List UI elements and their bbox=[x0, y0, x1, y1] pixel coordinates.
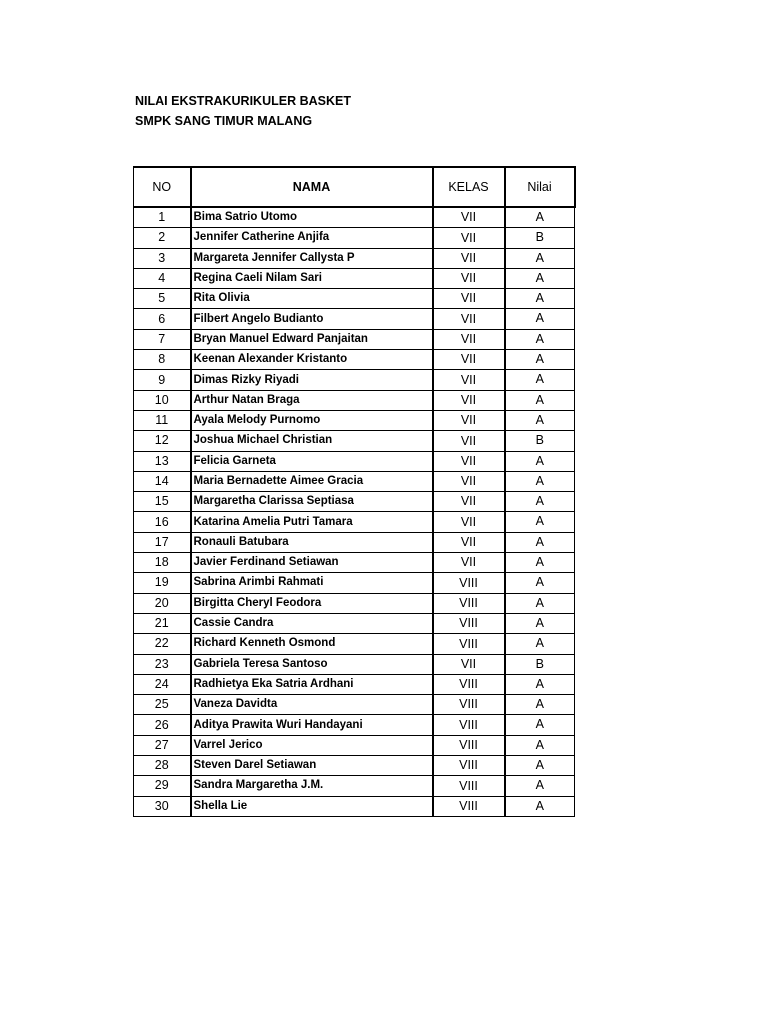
table-row bbox=[134, 471, 575, 491]
student-name-cell: Bryan Manuel Edward Panjaitan bbox=[191, 329, 433, 349]
class-cell: VII bbox=[433, 471, 505, 491]
student-name-cell: Varrel Jerico bbox=[191, 735, 433, 755]
table-row bbox=[134, 634, 575, 654]
row-number-cell: 19 bbox=[134, 573, 191, 593]
grade-cell: A bbox=[505, 512, 575, 532]
table-row bbox=[134, 715, 575, 735]
column-header-nama: NAMA bbox=[191, 167, 433, 207]
row-number-cell: 28 bbox=[134, 756, 191, 776]
row-number-cell: 21 bbox=[134, 613, 191, 633]
class-cell: VII bbox=[433, 228, 505, 248]
row-number-cell: 30 bbox=[134, 796, 191, 816]
student-name-cell: Ayala Melody Purnomo bbox=[191, 410, 433, 430]
table-row bbox=[134, 776, 575, 796]
table-row bbox=[134, 289, 575, 309]
table-row bbox=[134, 756, 575, 776]
row-number-cell: 23 bbox=[134, 654, 191, 674]
column-header-nilai: Nilai bbox=[505, 167, 575, 207]
class-cell: VII bbox=[433, 410, 505, 430]
row-number-cell: 27 bbox=[134, 735, 191, 755]
grade-cell: A bbox=[505, 350, 575, 370]
class-cell: VII bbox=[433, 289, 505, 309]
table-row bbox=[134, 573, 575, 593]
grade-cell: A bbox=[505, 492, 575, 512]
row-number-cell: 8 bbox=[134, 350, 191, 370]
grade-cell: A bbox=[505, 309, 575, 329]
class-cell: VII bbox=[433, 248, 505, 268]
student-name-cell: Joshua Michael Christian bbox=[191, 431, 433, 451]
class-cell: VII bbox=[433, 654, 505, 674]
class-cell: VIII bbox=[433, 756, 505, 776]
grade-cell: A bbox=[505, 776, 575, 796]
class-cell: VIII bbox=[433, 593, 505, 613]
grade-cell: A bbox=[505, 695, 575, 715]
row-number-cell: 1 bbox=[134, 207, 191, 228]
student-name-cell: Sandra Margaretha J.M. bbox=[191, 776, 433, 796]
row-number-cell: 6 bbox=[134, 309, 191, 329]
grade-cell: A bbox=[505, 370, 575, 390]
grade-cell: A bbox=[505, 289, 575, 309]
student-name-cell: Maria Bernadette Aimee Gracia bbox=[191, 471, 433, 491]
row-number-cell: 15 bbox=[134, 492, 191, 512]
student-name-cell: Radhietya Eka Satria Ardhani bbox=[191, 674, 433, 694]
row-number-cell: 16 bbox=[134, 512, 191, 532]
class-cell: VIII bbox=[433, 695, 505, 715]
student-name-cell: Richard Kenneth Osmond bbox=[191, 634, 433, 654]
table-row bbox=[134, 268, 575, 288]
grade-cell: A bbox=[505, 735, 575, 755]
grade-cell: A bbox=[505, 634, 575, 654]
table-row bbox=[134, 207, 575, 228]
student-name-cell: Gabriela Teresa Santoso bbox=[191, 654, 433, 674]
grade-cell: A bbox=[505, 756, 575, 776]
table-row bbox=[134, 674, 575, 694]
row-number-cell: 10 bbox=[134, 390, 191, 410]
student-name-cell: Sabrina Arimbi Rahmati bbox=[191, 573, 433, 593]
student-name-cell: Katarina Amelia Putri Tamara bbox=[191, 512, 433, 532]
student-name-cell: Cassie Candra bbox=[191, 613, 433, 633]
class-cell: VII bbox=[433, 512, 505, 532]
table-row bbox=[134, 695, 575, 715]
table-row bbox=[134, 390, 575, 410]
class-cell: VIII bbox=[433, 715, 505, 735]
class-cell: VIII bbox=[433, 735, 505, 755]
table-row bbox=[134, 329, 575, 349]
class-cell: VIII bbox=[433, 674, 505, 694]
student-name-cell: Regina Caeli Nilam Sari bbox=[191, 268, 433, 288]
grade-cell: A bbox=[505, 532, 575, 552]
class-cell: VII bbox=[433, 492, 505, 512]
grade-cell: B bbox=[505, 228, 575, 248]
grades-table-body bbox=[134, 207, 575, 816]
grade-cell: A bbox=[505, 553, 575, 573]
grade-cell: A bbox=[505, 573, 575, 593]
student-name-cell: Felicia Garneta bbox=[191, 451, 433, 471]
row-number-cell: 20 bbox=[134, 593, 191, 613]
grade-cell: B bbox=[505, 654, 575, 674]
student-name-cell: Rita Olivia bbox=[191, 289, 433, 309]
class-cell: VII bbox=[433, 309, 505, 329]
table-row bbox=[134, 410, 575, 430]
row-number-cell: 18 bbox=[134, 553, 191, 573]
table-row bbox=[134, 796, 575, 816]
class-cell: VII bbox=[433, 329, 505, 349]
grade-cell: A bbox=[505, 796, 575, 816]
grade-cell: A bbox=[505, 329, 575, 349]
student-name-cell: Vaneza Davidta bbox=[191, 695, 433, 715]
class-cell: VII bbox=[433, 268, 505, 288]
grade-cell: A bbox=[505, 390, 575, 410]
table-row bbox=[134, 248, 575, 268]
class-cell: VII bbox=[433, 390, 505, 410]
student-name-cell: Aditya Prawita Wuri Handayani bbox=[191, 715, 433, 735]
class-cell: VII bbox=[433, 553, 505, 573]
row-number-cell: 3 bbox=[134, 248, 191, 268]
grade-cell: A bbox=[505, 207, 575, 228]
row-number-cell: 17 bbox=[134, 532, 191, 552]
row-number-cell: 4 bbox=[134, 268, 191, 288]
grade-cell: A bbox=[505, 410, 575, 430]
student-name-cell: Shella Lie bbox=[191, 796, 433, 816]
student-name-cell: Arthur Natan Braga bbox=[191, 390, 433, 410]
class-cell: VII bbox=[433, 207, 505, 228]
row-number-cell: 11 bbox=[134, 410, 191, 430]
class-cell: VII bbox=[433, 370, 505, 390]
class-cell: VII bbox=[433, 451, 505, 471]
row-number-cell: 14 bbox=[134, 471, 191, 491]
student-name-cell: Margaretha Clarissa Septiasa bbox=[191, 492, 433, 512]
row-number-cell: 26 bbox=[134, 715, 191, 735]
student-name-cell: Bima Satrio Utomo bbox=[191, 207, 433, 228]
row-number-cell: 2 bbox=[134, 228, 191, 248]
table-row bbox=[134, 431, 575, 451]
table-row bbox=[134, 309, 575, 329]
table-row bbox=[134, 532, 575, 552]
row-number-cell: 24 bbox=[134, 674, 191, 694]
class-cell: VIII bbox=[433, 573, 505, 593]
class-cell: VII bbox=[433, 350, 505, 370]
student-name-cell: Keenan Alexander Kristanto bbox=[191, 350, 433, 370]
row-number-cell: 22 bbox=[134, 634, 191, 654]
row-number-cell: 5 bbox=[134, 289, 191, 309]
grade-cell: B bbox=[505, 431, 575, 451]
grade-cell: A bbox=[505, 613, 575, 633]
grade-cell: A bbox=[505, 471, 575, 491]
grade-cell: A bbox=[505, 593, 575, 613]
student-name-cell: Dimas Rizky Riyadi bbox=[191, 370, 433, 390]
document-subtitle: SMPK SANG TIMUR MALANG bbox=[135, 114, 313, 128]
column-header-kelas: KELAS bbox=[433, 167, 505, 207]
table-row bbox=[134, 654, 575, 674]
grade-cell: A bbox=[505, 715, 575, 735]
class-cell: VIII bbox=[433, 613, 505, 633]
student-name-cell: Ronauli Batubara bbox=[191, 532, 433, 552]
table-row bbox=[134, 613, 575, 633]
student-name-cell: Filbert Angelo Budianto bbox=[191, 309, 433, 329]
table-row bbox=[134, 370, 575, 390]
grade-cell: A bbox=[505, 248, 575, 268]
row-number-cell: 9 bbox=[134, 370, 191, 390]
class-cell: VIII bbox=[433, 796, 505, 816]
student-name-cell: Margareta Jennifer Callysta P bbox=[191, 248, 433, 268]
grades-table-header bbox=[134, 167, 575, 207]
table-row bbox=[134, 492, 575, 512]
table-row bbox=[134, 735, 575, 755]
grade-cell: A bbox=[505, 674, 575, 694]
table-row bbox=[134, 593, 575, 613]
row-number-cell: 29 bbox=[134, 776, 191, 796]
header-row bbox=[134, 167, 575, 207]
row-number-cell: 13 bbox=[134, 451, 191, 471]
student-name-cell: Birgitta Cheryl Feodora bbox=[191, 593, 433, 613]
class-cell: VII bbox=[433, 431, 505, 451]
row-number-cell: 12 bbox=[134, 431, 191, 451]
grades-table bbox=[133, 166, 576, 817]
class-cell: VIII bbox=[433, 776, 505, 796]
grade-cell: A bbox=[505, 451, 575, 471]
student-name-cell: Jennifer Catherine Anjifa bbox=[191, 228, 433, 248]
class-cell: VIII bbox=[433, 634, 505, 654]
document-title: NILAI EKSTRAKURIKULER BASKET bbox=[135, 94, 351, 108]
table-row bbox=[134, 512, 575, 532]
table-row bbox=[134, 451, 575, 471]
column-header-no: NO bbox=[134, 167, 191, 207]
row-number-cell: 25 bbox=[134, 695, 191, 715]
student-name-cell: Steven Darel Setiawan bbox=[191, 756, 433, 776]
class-cell: VII bbox=[433, 532, 505, 552]
grade-cell: A bbox=[505, 268, 575, 288]
table-row bbox=[134, 228, 575, 248]
table-row bbox=[134, 350, 575, 370]
table-row bbox=[134, 553, 575, 573]
document-title-block bbox=[135, 91, 351, 131]
row-number-cell: 7 bbox=[134, 329, 191, 349]
student-name-cell: Javier Ferdinand Setiawan bbox=[191, 553, 433, 573]
